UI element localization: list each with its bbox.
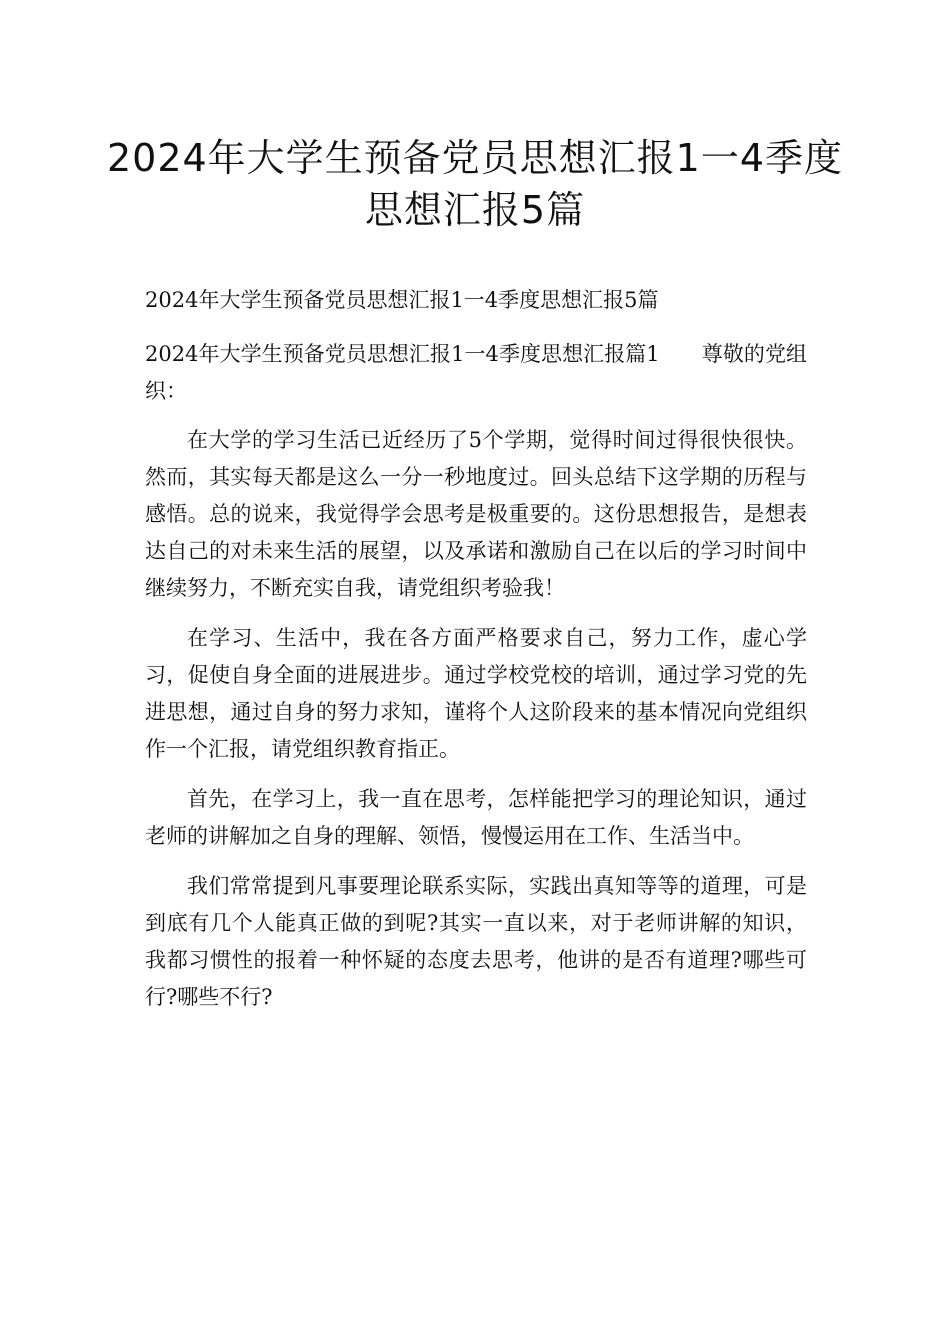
body-paragraph-2: 在学习、生活中，我在各方面严格要求自己，努力工作，虚心学习，促使自身全面的进展进步。通过学校党校的培训，通过学习党的先进思想，通过自身的努力求知，谨将个人这阶段来的基本情况向党组织作一个汇报，请党组织教育指正。: [145, 626, 807, 761]
body-paragraph-3: 首先，在学习上，我一直在思考，怎样能把学习的理论知识，通过老师的讲解加之自身的理解、领悟，慢慢运用在工作、生活当中。: [145, 787, 807, 848]
document-title: 2024年大学生预备党员思想汇报1一4季度思想汇报5篇: [106, 136, 844, 232]
subtitle-line: 2024年大学生预备党员思想汇报1一4季度思想汇报5篇: [145, 288, 659, 312]
body-paragraph-1: 在大学的学习生活已近经历了5个学期，觉得时间过得很快很快。然而，其实每天都是这么一分一秒地度过。回头总结下这学期的历程与感悟。总的说来，我觉得学会思考是极重要的。这份思想报告，是想表达自己的对未来生活的展望，以及承诺和激励自己在以后的学习时间中继续努力，不断充实自我，请党组织考验我！: [145, 428, 807, 600]
document-body: [145, 282, 807, 1016]
salutation-paragraph: 2024年大学生预备党员思想汇报1一4季度思想汇报篇1 尊敬的党组织：: [145, 342, 807, 403]
body-paragraph-4: 我们常常提到凡事要理论联系实际，实践出真知等等的道理，可是到底有几个人能真正做的到呢?其实一直以来，对于老师讲解的知识，我都习惯性的报着一种怀疑的态度去思考，他讲的是否有道理?哪些可行?哪些不行?: [145, 874, 807, 1009]
